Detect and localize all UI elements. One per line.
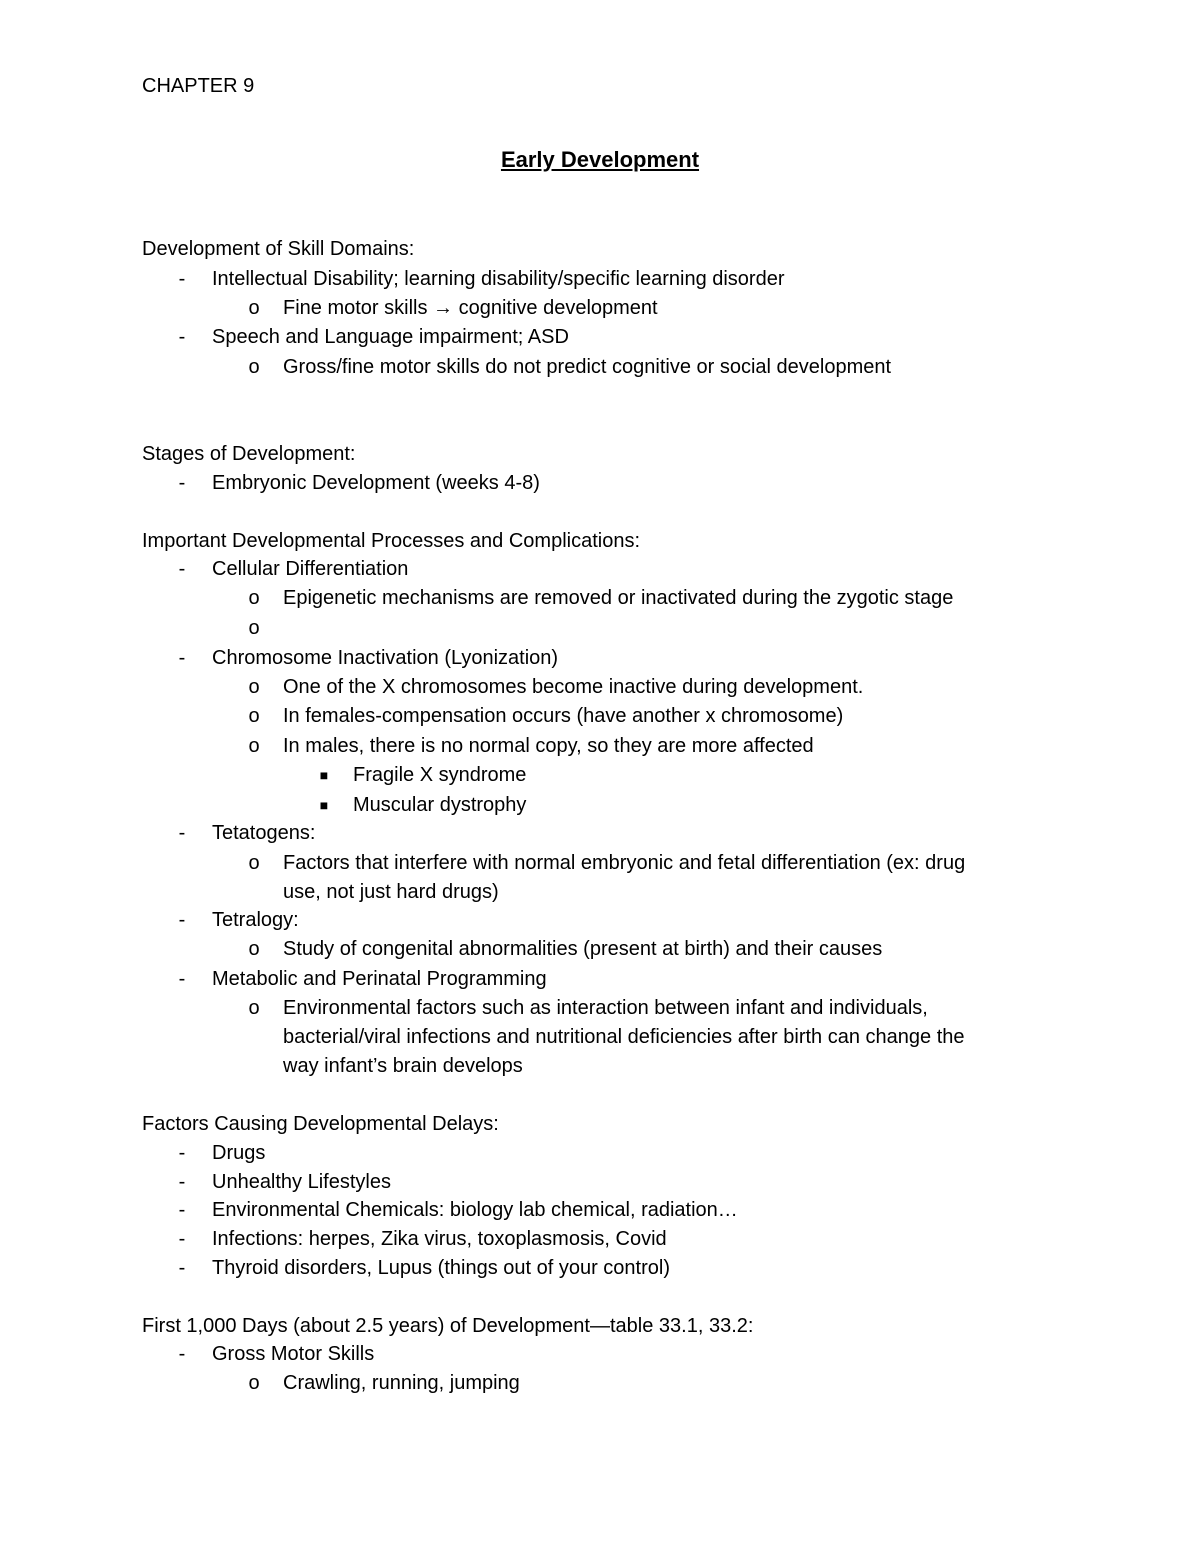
list-item: Fine motor skills → cognitive development bbox=[283, 297, 658, 319]
list-item: Factors that interfere with normal embryonic and fetal differentiation (ex: drug bbox=[283, 852, 966, 874]
dash-bullet: - bbox=[178, 268, 186, 290]
list-item: Chromosome Inactivation (Lyonization) bbox=[212, 647, 559, 669]
square-bullet: ■ bbox=[319, 767, 329, 783]
list-item: Tetralogy: bbox=[212, 909, 299, 931]
circle-bullet: o bbox=[248, 1372, 260, 1394]
list-item: Epigenetic mechanisms are removed or inactivated during the zygotic stage bbox=[283, 587, 954, 609]
list-item: Gross/fine motor skills do not predict cognitive or social development bbox=[283, 356, 892, 378]
list-item: Crawling, running, jumping bbox=[283, 1372, 520, 1394]
list-item: Intellectual Disability; learning disability/specific learning disorder bbox=[212, 268, 785, 290]
dash-bullet: - bbox=[178, 1142, 186, 1164]
list-item-continuation: way infant’s brain develops bbox=[283, 1055, 523, 1077]
dash-bullet: - bbox=[178, 822, 186, 844]
dash-bullet: - bbox=[178, 472, 186, 494]
circle-bullet: o bbox=[248, 997, 260, 1019]
square-bullet: ■ bbox=[319, 797, 329, 813]
dash-bullet: - bbox=[178, 909, 186, 931]
list-item: In females-compensation occurs (have another x chromosome) bbox=[283, 705, 844, 727]
dash-bullet: - bbox=[178, 1257, 186, 1279]
list-item: Cellular Differentiation bbox=[212, 558, 409, 580]
dash-bullet: - bbox=[178, 558, 186, 580]
section-heading-first-1000-days: First 1,000 Days (about 2.5 years) of Development—table 33.1, 33.2: bbox=[142, 1315, 754, 1337]
page-title: Early Development bbox=[500, 147, 700, 172]
list-item: Study of congenital abnormalities (present at birth) and their causes bbox=[283, 938, 883, 960]
circle-bullet: o bbox=[248, 617, 260, 639]
dash-bullet: - bbox=[178, 1228, 186, 1250]
list-item: Unhealthy Lifestyles bbox=[212, 1171, 391, 1193]
list-item: Fragile X syndrome bbox=[353, 764, 527, 786]
section-heading-stages: Stages of Development: bbox=[142, 443, 356, 465]
list-item: Speech and Language impairment; ASD bbox=[212, 326, 569, 348]
list-item: Embryonic Development (weeks 4-8) bbox=[212, 472, 540, 494]
dash-bullet: - bbox=[178, 647, 186, 669]
list-item: Environmental Chemicals: biology lab chemical, radiation… bbox=[212, 1199, 738, 1221]
list-item: Drugs bbox=[212, 1142, 266, 1164]
list-item: One of the X chromosomes become inactive during development. bbox=[283, 676, 864, 698]
circle-bullet: o bbox=[248, 676, 260, 698]
dash-bullet: - bbox=[178, 1199, 186, 1221]
dash-bullet: - bbox=[178, 326, 186, 348]
list-item: Environmental factors such as interaction between infant and individuals, bbox=[283, 997, 928, 1019]
dash-bullet: - bbox=[178, 1171, 186, 1193]
list-item: Tetatogens: bbox=[212, 822, 316, 844]
circle-bullet: o bbox=[248, 938, 260, 960]
dash-bullet: - bbox=[178, 968, 186, 990]
section-heading-factors: Factors Causing Developmental Delays: bbox=[142, 1113, 499, 1135]
list-item: Metabolic and Perinatal Programming bbox=[212, 968, 547, 990]
circle-bullet: o bbox=[248, 735, 260, 757]
circle-bullet: o bbox=[248, 587, 260, 609]
list-item-continuation: use, not just hard drugs) bbox=[283, 881, 499, 903]
circle-bullet: o bbox=[248, 297, 260, 319]
list-item: Muscular dystrophy bbox=[353, 794, 527, 816]
list-item-continuation: bacterial/viral infections and nutritional deficiencies after birth can change the bbox=[283, 1026, 965, 1048]
circle-bullet: o bbox=[248, 852, 260, 874]
section-heading-skill-domains: Development of Skill Domains: bbox=[142, 238, 415, 260]
list-item: Gross Motor Skills bbox=[212, 1343, 375, 1365]
list-item: In males, there is no normal copy, so they are more affected bbox=[283, 735, 814, 757]
circle-bullet: o bbox=[248, 705, 260, 727]
section-heading-processes: Important Developmental Processes and Complications: bbox=[142, 530, 641, 552]
circle-bullet: o bbox=[248, 356, 260, 378]
chapter-label: CHAPTER 9 bbox=[142, 75, 255, 97]
list-item: Infections: herpes, Zika virus, toxoplasmosis, Covid bbox=[212, 1228, 667, 1250]
dash-bullet: - bbox=[178, 1343, 186, 1365]
list-item: Thyroid disorders, Lupus (things out of your control) bbox=[212, 1257, 670, 1279]
